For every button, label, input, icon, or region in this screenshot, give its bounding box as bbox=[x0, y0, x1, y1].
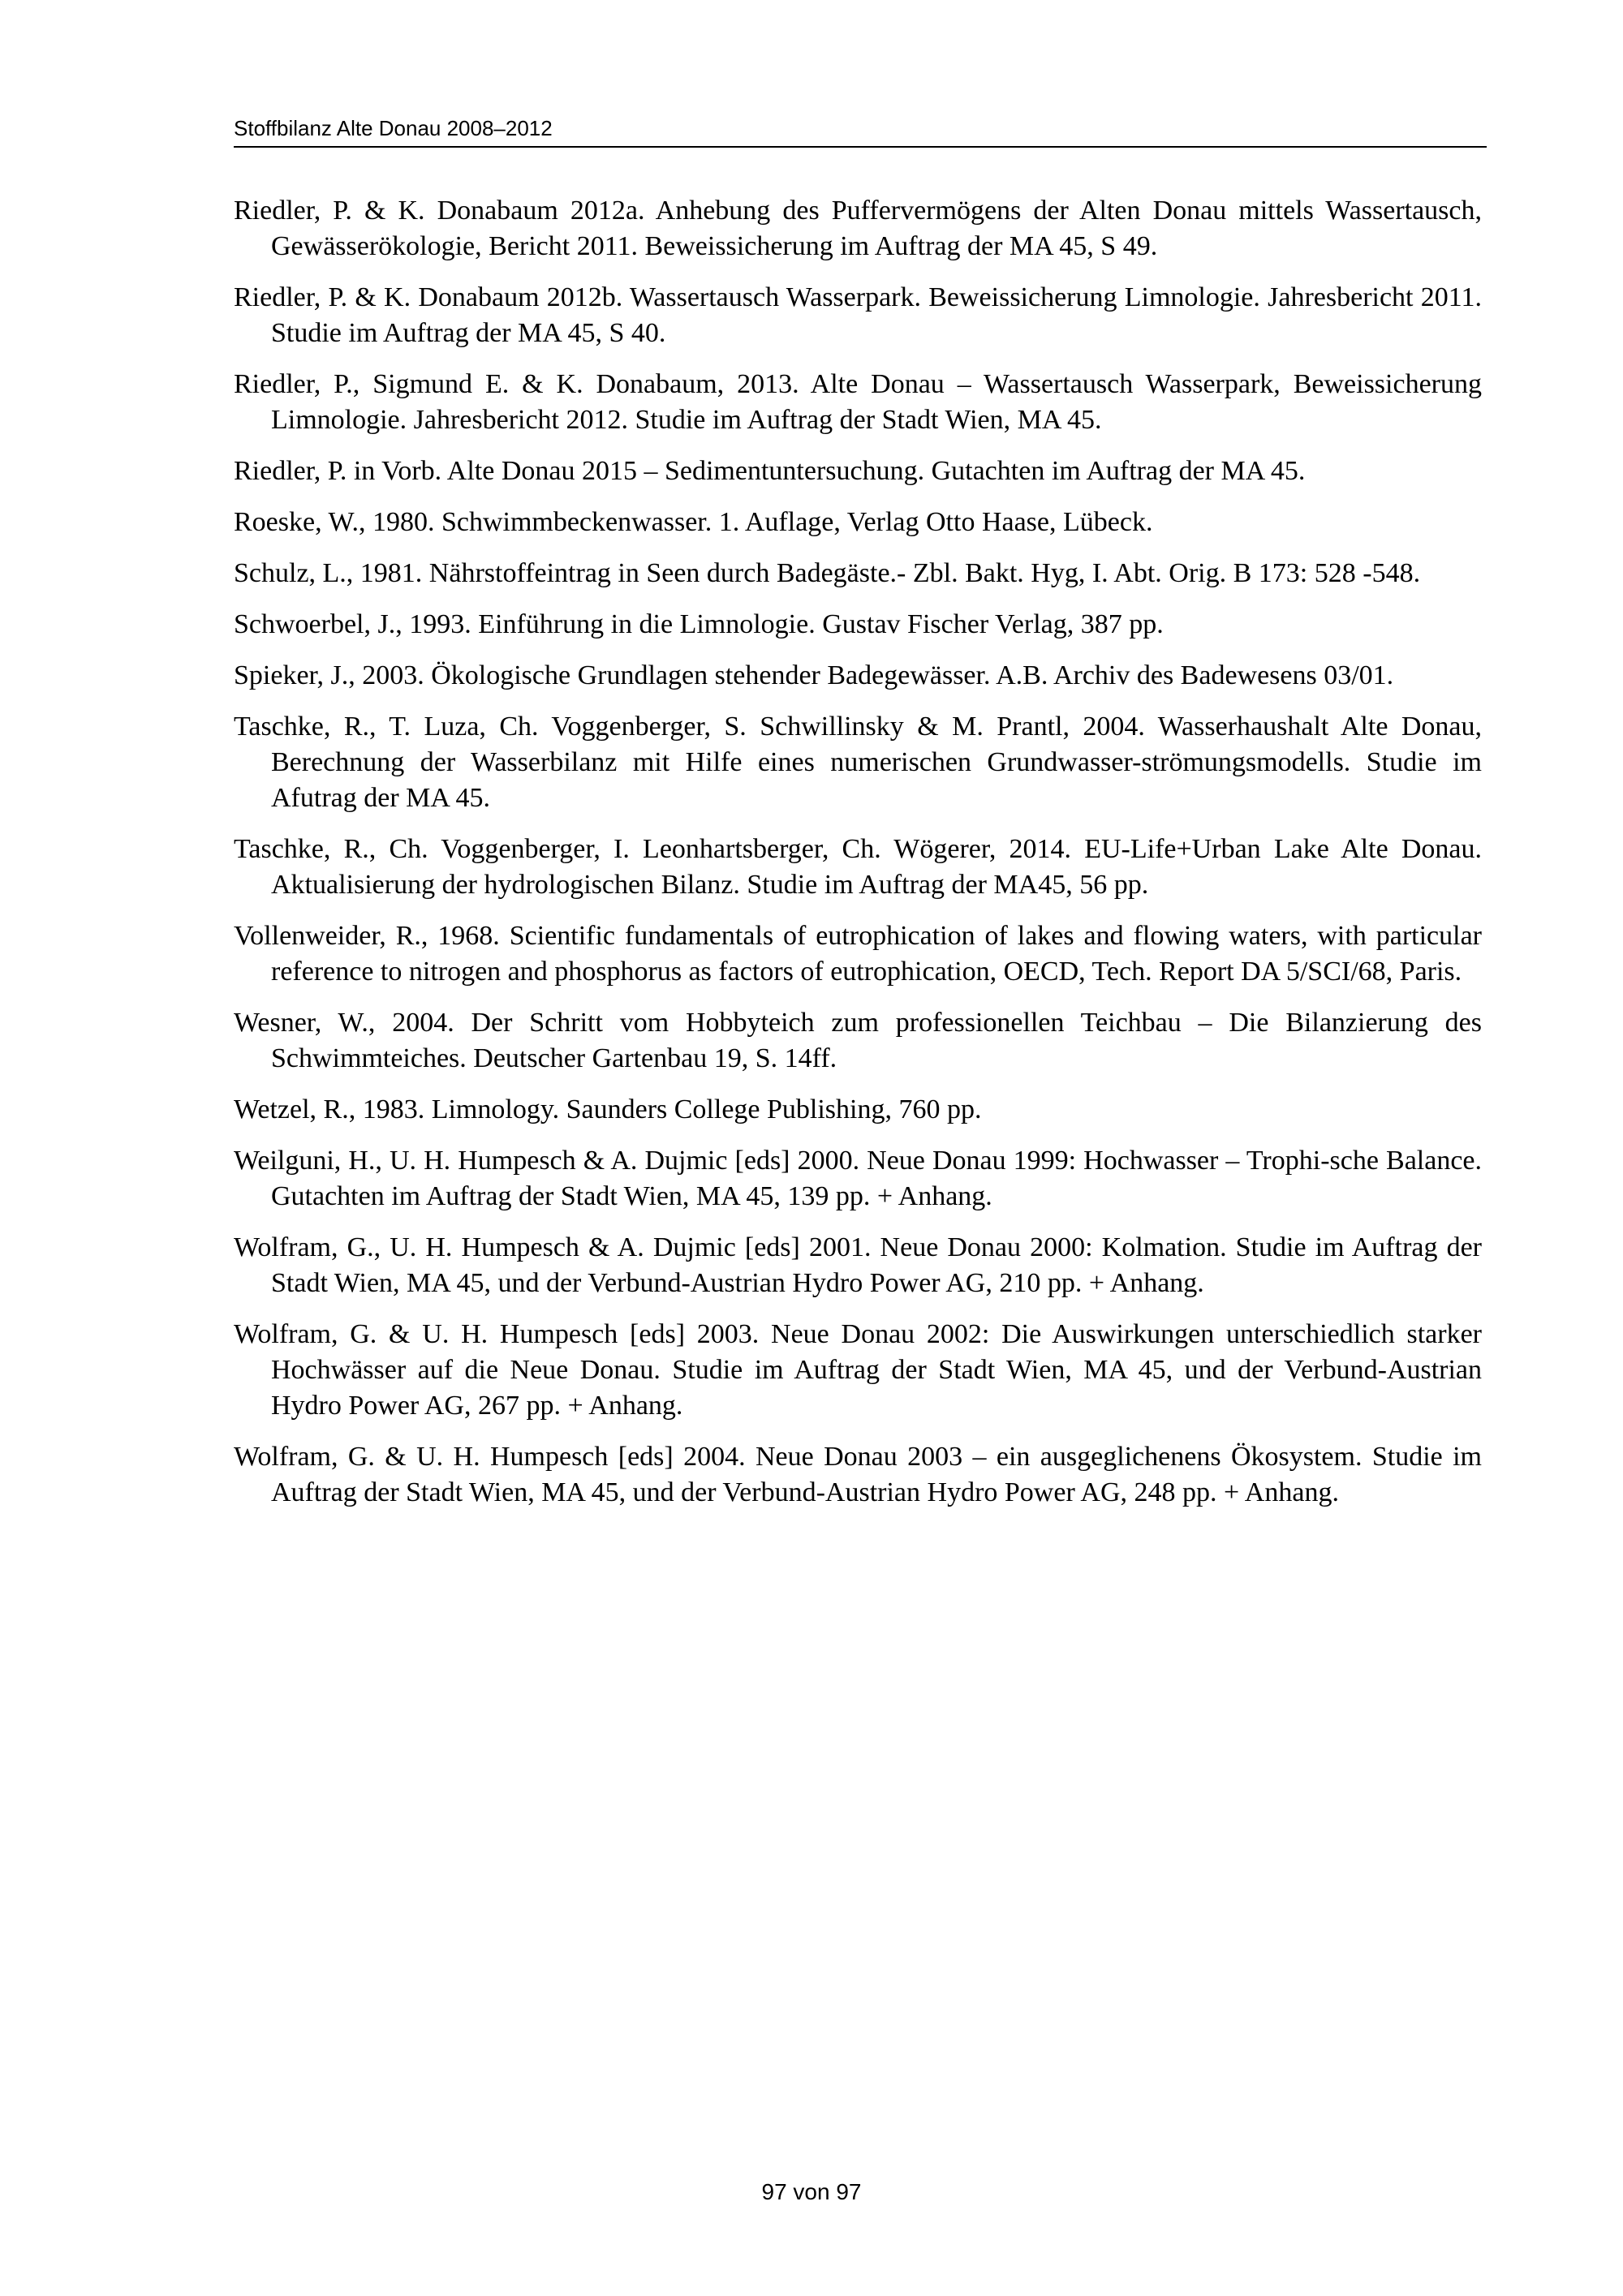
reference-list bbox=[234, 193, 1482, 1526]
reference-entry: Riedler, P. & K. Donabaum 2012a. Anhebung des Puffervermögens der Alten Donau mittels Wassertausch, Gewässerökologie, Bericht 2011. Beweissicherung im Auftrag der MA 45, S 49. bbox=[234, 196, 1482, 261]
reference-entry: Schwoerbel, J., 1993. Einführung in die Limnologie. Gustav Fischer Verlag, 387 pp. bbox=[234, 609, 1164, 639]
page-header bbox=[234, 112, 1487, 148]
reference-entry: Weilguni, H., U. H. Humpesch & A. Dujmic [eds] 2000. Neue Donau 1999: Hochwasser – Trophi-sche Balance. Gutachten im Auftrag der Stadt Wien, MA 45, 139 pp. + Anhang. bbox=[234, 1146, 1482, 1211]
reference-entry: Wolfram, G., U. H. Humpesch & A. Dujmic [eds] 2001. Neue Donau 2000: Kolmation. Studie im Auftrag der Stadt Wien, MA 45, und der Verbund-Austrian Hydro Power AG, 210 pp. + Anhang. bbox=[234, 1232, 1482, 1298]
page-number: 97 von 97 bbox=[761, 2179, 862, 2204]
reference-entry: Wesner, W., 2004. Der Schritt vom Hobbyteich zum professionellen Teichbau – Die Bilanzierung des Schwimmteiches. Deutscher Gartenbau 19, S. 14ff. bbox=[234, 1008, 1482, 1073]
reference-entry: Taschke, R., T. Luza, Ch. Voggenberger, S. Schwillinsky & M. Prantl, 2004. Wasserhaushalt Alte Donau, Berechnung der Wasserbilanz mit Hilfe eines numerischen Grundwasser-strömungsmodells. Studie im Afutrag der MA 45. bbox=[234, 712, 1482, 813]
reference-entry: Spieker, J., 2003. Ökologische Grundlagen stehender Badegewässer. A.B. Archiv des Badewesens 03/01. bbox=[234, 660, 1394, 690]
reference-entry: Schulz, L., 1981. Nährstoffeintrag in Seen durch Badegäste.- Zbl. Bakt. Hyg, I. Abt. Orig. B 173: 528 -548. bbox=[234, 558, 1421, 588]
reference-entry: Wolfram, G. & U. H. Humpesch [eds] 2003. Neue Donau 2002: Die Auswirkungen unterschiedlich starker Hochwässer auf die Neue Donau. Studie im Auftrag der Stadt Wien, MA 45, und der Verbund-Austrian Hydro Power AG, 267 pp. + Anhang. bbox=[234, 1319, 1482, 1421]
reference-entry: Roeske, W., 1980. Schwimmbeckenwasser. 1. Auflage, Verlag Otto Haase, Lübeck. bbox=[234, 507, 1153, 537]
reference-entry: Riedler, P. & K. Donabaum 2012b. Wassertausch Wasserpark. Beweissicherung Limnologie. Jahresbericht 2011. Studie im Auftrag der MA 45, S 40. bbox=[234, 282, 1482, 348]
reference-entry: Wolfram, G. & U. H. Humpesch [eds] 2004. Neue Donau 2003 – ein ausgeglichenens Ökosystem. Studie im Auftrag der Stadt Wien, MA 45, und der Verbund-Austrian Hydro Power AG, 248 pp. + Anhang. bbox=[234, 1442, 1482, 1507]
reference-entry: Riedler, P. in Vorb. Alte Donau 2015 – Sedimentuntersuchung. Gutachten im Auftrag der MA 45. bbox=[234, 456, 1306, 486]
header-title: Stoffbilanz Alte Donau 2008–2012 bbox=[234, 116, 553, 140]
reference-entry: Wetzel, R., 1983. Limnology. Saunders College Publishing, 760 pp. bbox=[234, 1094, 982, 1124]
reference-entry: Taschke, R., Ch. Voggenberger, I. Leonhartsberger, Ch. Wögerer, 2014. EU-Life+Urban Lake Alte Donau. Aktualisierung der hydrologischen Bilanz. Studie im Auftrag der MA45, 56 pp. bbox=[234, 834, 1482, 900]
reference-entry: Vollenweider, R., 1968. Scientific fundamentals of eutrophication of lakes and flowing waters, with particular reference to nitrogen and phosphorus as factors of eutrophication, OECD, Tech. Report DA 5/SCI/68, Paris. bbox=[234, 921, 1482, 987]
reference-entry: Riedler, P., Sigmund E. & K. Donabaum, 2013. Alte Donau – Wassertausch Wasserpark, Beweissicherung Limnologie. Jahresbericht 2012. Studie im Auftrag der Stadt Wien, MA 45. bbox=[234, 369, 1482, 435]
